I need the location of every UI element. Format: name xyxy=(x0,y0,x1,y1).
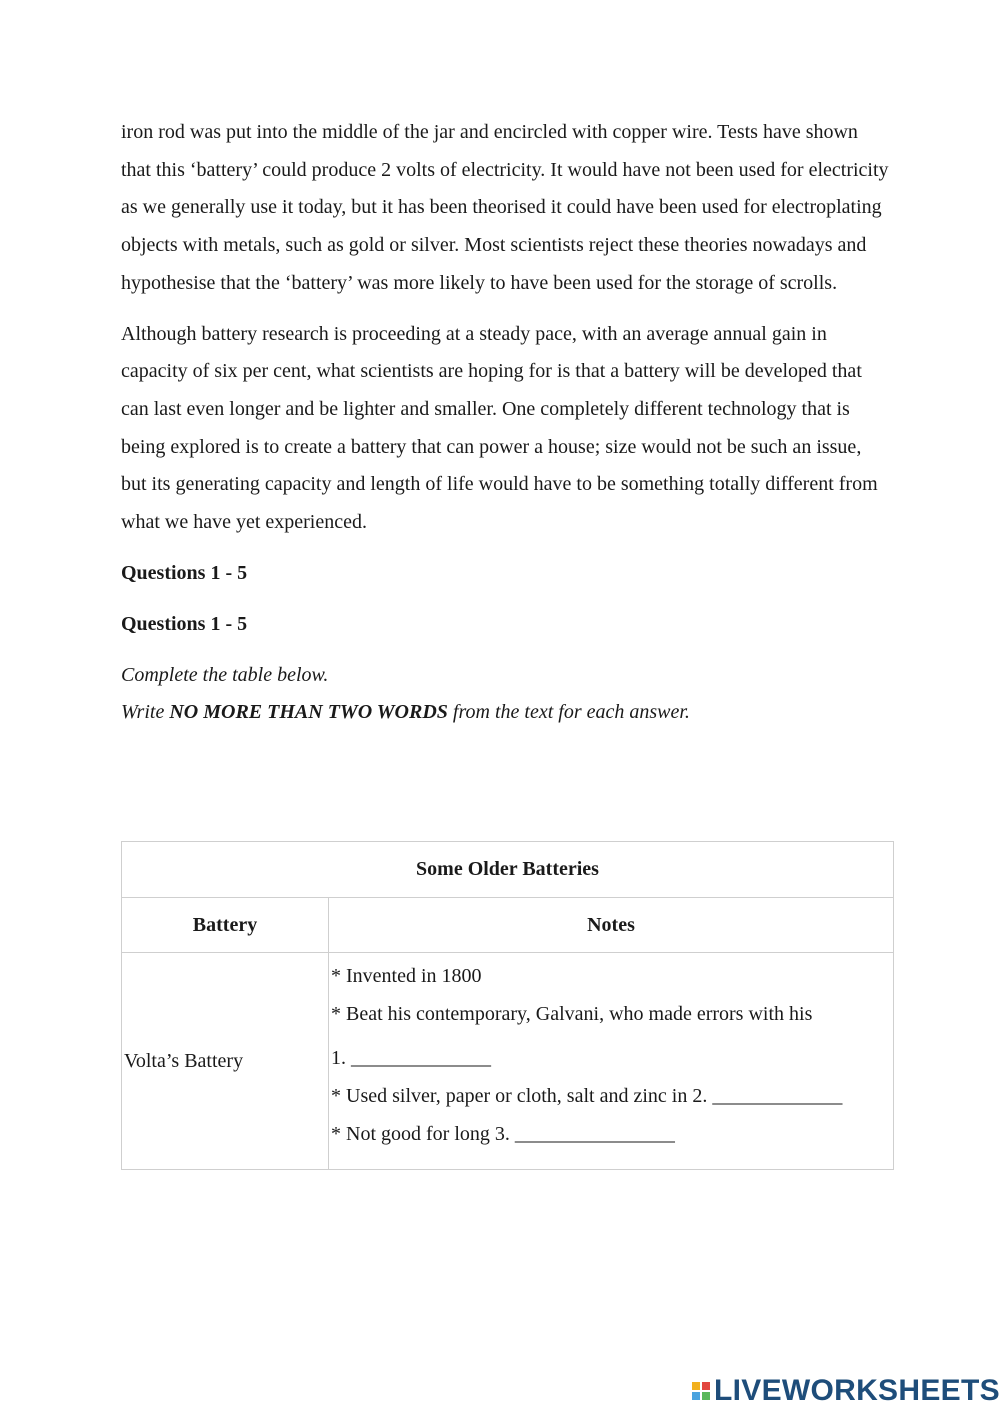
table-title-row xyxy=(122,842,894,898)
column-header-notes: Notes xyxy=(329,898,894,953)
instruction-emphasis: NO MORE THAN TWO WORDS xyxy=(169,701,448,724)
battery-name-cell: Volta’s Battery xyxy=(122,953,329,1170)
section-heading: Questions 1 - 5 xyxy=(121,612,248,635)
document-body xyxy=(121,114,891,732)
table-title: Some Older Batteries xyxy=(122,842,894,898)
table-row xyxy=(122,953,894,1170)
answer-blank-3[interactable]: * Not good for long 3. ________________ xyxy=(331,1123,675,1145)
logo-text: LIVEWORKSHEETS xyxy=(714,1374,1000,1407)
batteries-table xyxy=(121,841,894,1170)
logo-square xyxy=(702,1392,710,1400)
instruction-line xyxy=(121,694,891,732)
liveworksheets-logo xyxy=(692,1374,1000,1408)
paragraph: iron rod was put into the middle of the jar and encircled with copper wire. Tests have shown that this ‘battery’ could produce 2 volts of electricity. It would have not been used for electricity as we generally use it today, but it has been theorised it could have been used for electroplating objects with metals, such as gold or silver. Most scientists reject these theories nowadays and hypothesise that the ‘battery’ was more likely to have been used for the storage of scrolls. xyxy=(121,121,889,294)
note-line: * Invented in 1800 xyxy=(331,965,482,987)
logo-square xyxy=(692,1382,700,1390)
answer-blank-2[interactable]: * Used silver, paper or cloth, salt and zinc in 2. _____________ xyxy=(331,1085,843,1107)
answer-blank-1[interactable]: 1. ______________ xyxy=(331,1047,491,1069)
note-line: * Beat his contemporary, Galvani, who made errors with his xyxy=(331,1003,813,1025)
instruction-line: Complete the table below. xyxy=(121,663,329,686)
logo-square xyxy=(702,1382,710,1390)
logo-square xyxy=(692,1392,700,1400)
column-header-battery: Battery xyxy=(122,898,329,953)
table-header-row xyxy=(122,898,894,953)
instruction-suffix: from the text for each answer. xyxy=(447,701,690,724)
paragraph: Although battery research is proceeding at a steady pace, with an average annual gain in capacity of six per cent, what scientists are hoping for is that a battery will be developed that can last even longer and be lighter and smaller. One completely different technology that is being explored is to create a battery that can power a house; size would not be such an issue, but its generating capacity and length of life would have to be something totally different from what we have yet experienced. xyxy=(121,322,878,534)
instruction-prefix: Write xyxy=(121,701,170,724)
notes-cell xyxy=(329,953,894,1170)
logo-grid-icon xyxy=(692,1382,710,1400)
section-heading: Questions 1 - 5 xyxy=(121,561,248,584)
